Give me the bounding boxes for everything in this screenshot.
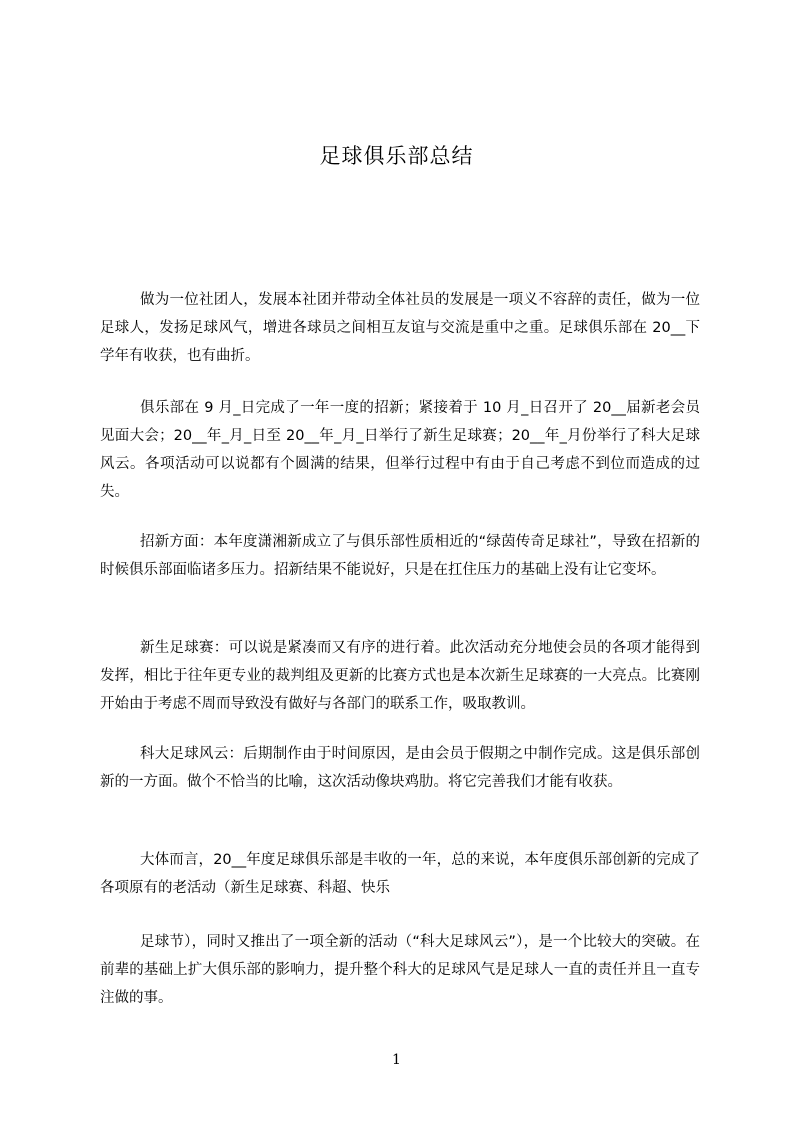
paragraph-text: 俱乐部在 9 月_日完成了一年一度的招新；紧接着于 10 月_日召开了 20__届新老会员见面大会；20__年_月_日至 20__年_月_日举行了新生足球赛；20__年_月份举行了科大足球风云。各项活动可以说都有个圆满的结果，但举行过程中有由于自己考虑不到位而造成的过失。 [100, 400, 700, 500]
paragraph-text: 科大足球风云：后期制作由于时间原因，是由会员于假期之中制作完成。这是俱乐部创新的一方面。做个不恰当的比喻，这次活动像块鸡肋。将它完善我们才能有收获。 [100, 746, 700, 790]
paragraph-text: 新生足球赛：可以说是紧凑而又有序的进行着。此次活动充分地使会员的各项才能得到发挥，相比于往年更专业的裁判组及更新的比赛方式也是本次新生足球赛的一大亮点。比赛刚开始由于考虑不周而导致没有做好与各部门的联系工作，吸取教训。 [100, 640, 700, 712]
paragraph-text: 招新方面：本年度潇湘新成立了与俱乐部性质相近的“绿茵传奇足球社”，导致在招新的时候俱乐部面临诸多压力。招新结果不能说好，只是在扛住压力的基础上没有让它变坏。 [100, 534, 700, 578]
paragraph-freshman-match [100, 634, 700, 718]
paragraph-summary [100, 846, 700, 902]
page-number: 1 [392, 1052, 401, 1068]
document-title: 足球俱乐部总结 [319, 144, 474, 168]
paragraph-conclusion [100, 928, 700, 1012]
paragraph-text: 足球节），同时又推出了一项全新的活动（“科大足球风云”），是一个比较大的突破。在前辈的基础上扩大俱乐部的影响力，提升整个科大的足球风气是足球人一直的责任并且一直专注做的事。 [100, 934, 700, 1006]
paragraph-text: 大体而言，20__年度足球俱乐部是丰收的一年，总的来说，本年度俱乐部创新的完成了各项原有的老活动（新生足球赛、科超、快乐 [100, 852, 700, 896]
paragraph-football-storm [100, 740, 700, 796]
paragraph-recruitment [100, 528, 700, 584]
paragraph-intro [100, 286, 700, 370]
paragraph-text: 做为一位社团人，发展本社团并带动全体社员的发展是一项义不容辞的责任，做为一位足球人，发扬足球风气，增进各球员之间相互友谊与交流是重中之重。足球俱乐部在 20__下学年有收获，也有曲折。 [100, 292, 700, 364]
paragraph-activities [100, 394, 700, 506]
